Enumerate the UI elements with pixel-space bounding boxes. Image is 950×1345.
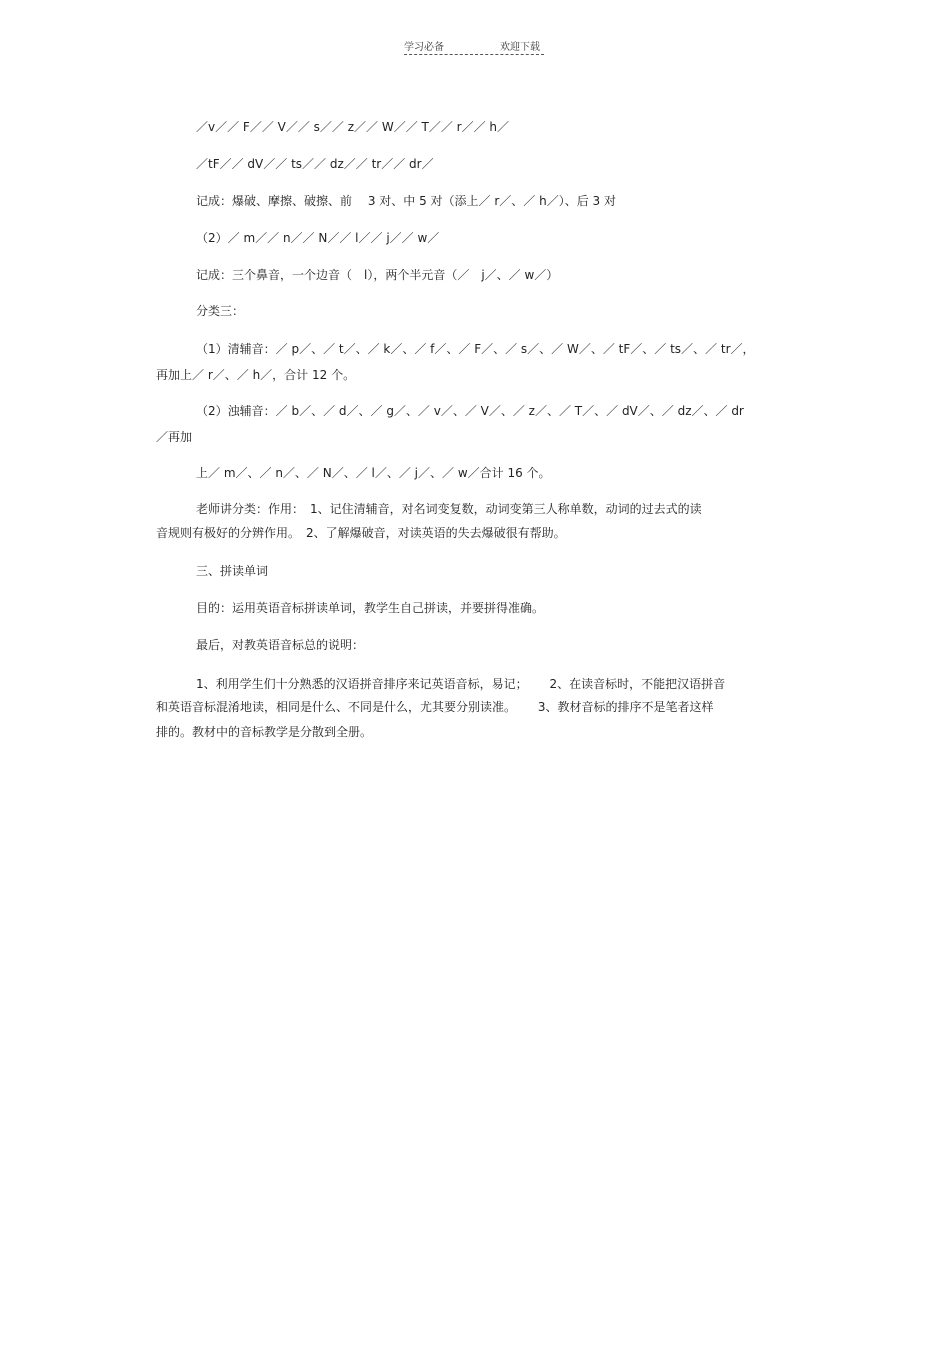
summary-heading: 最后，对教英语音标总的说明： <box>196 638 365 652</box>
voiced-consonants-line-1: （2）浊辅音：／ b／、／ d／、／ g／、／ v／、／ V／、／ z／、／ T／、／ dV／、／ dz／、／ dr <box>196 404 744 418</box>
summary-line-2: 和英语音标混淆地读，相同是什么、不同是什么，尤其要分别读准。 3、教材音标的排序不是笔者这样 <box>156 700 714 714</box>
header-left-text: 学习必备 <box>404 42 444 53</box>
page-header <box>0 38 950 58</box>
section-heading-spelling: 三、拼读单词 <box>196 564 269 578</box>
phoneme-line-2: ／tF／／ dV／／ ts／／ dz／／ tr／／ dr／ <box>196 157 434 171</box>
summary-line-3: 排的。教材中的音标教学是分散到全册。 <box>156 725 373 739</box>
voiceless-consonants-line-2: 再加上／ r／、／ h／，合计 12 个。 <box>156 368 356 382</box>
header-right-text: 欢迎下载 <box>500 42 540 53</box>
voiced-consonants-line-2: ／再加 <box>156 430 193 444</box>
teacher-note-line-1: 老师讲分类：作用： 1、记住清辅音，对名词变复数，动词变第三人称单数，动词的过去式的读 <box>196 502 702 516</box>
voiced-consonants-line-3: 上／ m／、／ n／、／ N／、／ l／、／ j／、／ w／合计 16 个。 <box>196 466 551 480</box>
phoneme-line-3: （2）／ m／／ n／／ N／／ l／／ j／／ w／ <box>196 231 440 245</box>
header-dashed-rule <box>404 54 544 55</box>
memo-line-2: 记成：三个鼻音，一个边音（ l），两个半元音（／ j／、／ w／） <box>196 268 559 282</box>
phoneme-line-1: ／v／／ F／／ V／／ s／／ z／／ W／／ T／／ r／／ h／ <box>196 120 510 134</box>
purpose-line: 目的：运用英语音标拼读单词，教学生自己拼读，并要拼得准确。 <box>196 601 545 615</box>
section-label-classification-3: 分类三： <box>196 304 245 318</box>
memo-line-1: 记成：爆破、摩擦、破擦、前 3 对、中 5 对（添上／ r／、／ h／）、后 3 对 <box>196 194 616 208</box>
teacher-note-line-2: 音规则有极好的分辨作用。 2、了解爆破音，对读英语的失去爆破很有帮助。 <box>156 526 566 540</box>
voiceless-consonants-line-1: （1）清辅音：／ p／、／ t／、／ k／、／ f／、／ F／、／ s／、／ W／、／ tF／、／ ts／、／ tr／， <box>196 342 755 356</box>
summary-line-1: 1、利用学生们十分熟悉的汉语拼音排序来记英语音标，易记； 2、在读音标时，不能把汉语拼音 <box>196 677 726 691</box>
